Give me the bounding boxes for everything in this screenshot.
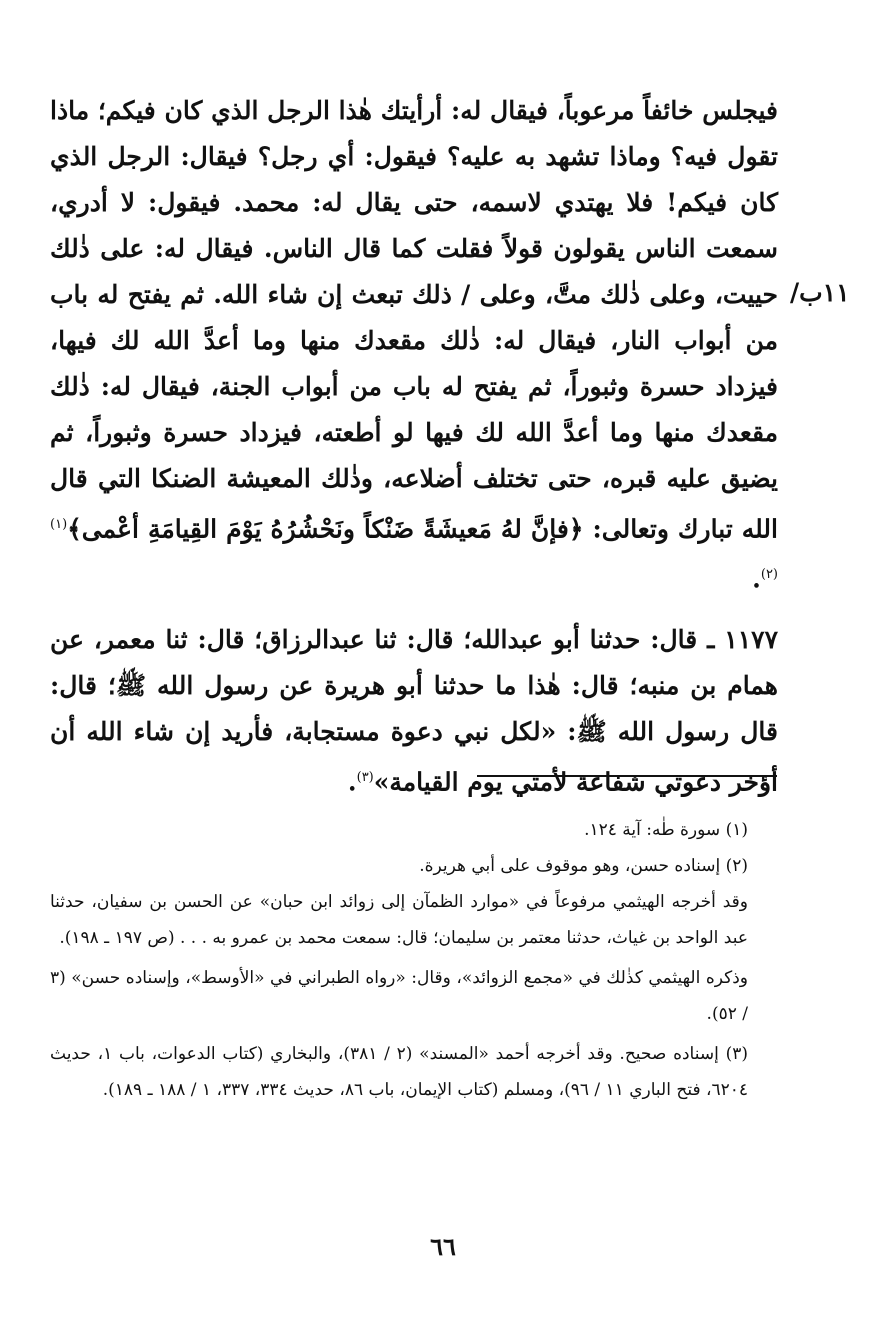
footnote-ref-3[interactable]: (٣) bbox=[356, 769, 374, 785]
footnote-3: (٣) إسناده صحيح. وقد أخرجه أحمد «المسند» (٢ / ٣٨١)، والبخاري (كتاب الدعوات، باب ١، حديث ٦٢٠٤، فتح الباري ١١ / ٩٦)، ومسلم (كتاب الإيمان، باب ٨٦، حديث ٣٣٤، ٣٣٧، ١ / ١٨٨ ـ ١٨٩). bbox=[50, 1044, 749, 1100]
page-number: ٦٦ bbox=[430, 1232, 456, 1261]
footnotes bbox=[50, 812, 778, 1108]
footnote-1: (١) سورة طٰه: آية ١٢٤. bbox=[584, 820, 748, 840]
paragraph-hadith-1177: ١١٧٧ ـ قال: حدثنا أبو عبدالله؛ قال: ثنا عبدالرزاق؛ قال: ثنا معمر، عن همام بن منبه؛ قال: هٰذا ما حدثنا أبو هريرة عن رسول الله ﷺ؛ قال: قال رسول الله ﷺ: «لكل نبي دعوة مستجابة، فأريد إن شاء الله أن أؤخر دعوتي شفاعة لأمتي يوم القيامة»$^{(٣)}$. bbox=[50, 624, 778, 796]
manuscript-folio-marker: ١١ب/ bbox=[790, 278, 850, 307]
footnote-2: (٢) إسناده حسن، وهو موقوف على أبي هريرة. bbox=[419, 856, 748, 876]
footnote-2-continuation-2: وذكره الهيثمي كذٰلك في «مجمع الزوائد»، وقال: «رواه الطبراني في «الأوسط»، وإسناده حسن» (٣ / ٥٢). bbox=[50, 968, 748, 1024]
paragraph-1: فيجلس خائفاً مرعوباً، فيقال له: أرأيتك هٰذا الرجل الذي كان فيكم؛ ماذا تقول فيه؟ وماذا تشهد به عليه؟ فيقول: أي رجل؟ فيقال: الرجل الذي كان فيكم! فلا يهتدي لاسمه، حتى يقال له: محمد. فيقول: لا أدري، سمعت الناس يقولون قولاً فقلت كما قال الناس. فيقال له: على ذٰلك حييت، وعلى ذٰلك متَّ، وعلى / ذلك تبعث إن شاء الله. ثم يفتح له باب من أبواب النار، فيقال له: ذٰلك مقعدك منها وما أعدَّ الله لك فيها، فيزداد حسرة وثبوراً، ثم يفتح له باب من أبواب الجنة، فيقال له: ذٰلك مقعدك منها وما أعدَّ الله لك فيها لو أطعته، فيزداد حسرة وثبوراً، ثم يضيق عليه قبره، حتى تختلف أضلاعه، وذٰلك المعيشة الضنكا التي قال الله تبارك وتعالى: ﴿فإنَّ لهُ مَعيشَةً ضَنْكاً ونَحْشُرُهُ يَوْمَ القِيامَةِ أعْمى﴾$^{(١)(٢)}$. bbox=[50, 96, 778, 594]
main-text bbox=[50, 88, 778, 805]
footnote-ref-1-2[interactable]: (١)(٢) bbox=[50, 517, 778, 583]
footnote-separator bbox=[477, 775, 777, 777]
paragraph-1-text: فيجلس خائفاً مرعوباً، فيقال له: أرأيتك هٰذا الرجل الذي كان فيكم؛ ماذا تقول فيه؟ وماذا تشهد به عليه؟ فيقول: أي رجل؟ فيقال: الرجل الذي كان فيكم! فلا يهتدي لاسمه، حتى يقال له: محمد. فيقول: لا أدري، سمعت الناس يقولون قولاً فقلت كما قال الناس. فيقال له: على ذٰلك حييت، وعلى ذٰلك متَّ، وعلى / ذلك تبعث إن شاء الله. ثم يفتح له باب من أبواب النار، فيقال له: ذٰلك مقعدك منها وما أعدَّ الله لك فيها، فيزداد حسرة وثبوراً، ثم يفتح له باب من أبواب الجنة، فيقال له: ذٰلك مقعدك منها وما أعدَّ الله لك فيها لو أطعته، فيزداد حسرة وثبوراً، ثم يضيق عليه قبره، حتى تختلف أضلاعه، وذٰلك المعيشة الضنكا التي قال الله تبارك وتعالى: ﴿فإنَّ لهُ مَعيشَةً ضَنْكاً ونَحْشُرُهُ يَوْمَ القِيامَةِ أعْمى﴾ bbox=[50, 96, 778, 544]
footnote-2-continuation-1: وقد أخرجه الهيثمي مرفوعاً في «موارد الظمآن إلى زوائد ابن حبان» عن الحسن بن سفيان، حدثنا عبد الواحد بن غياث، حدثنا معتمر بن سليمان؛ قال: سمعت محمد بن عمرو به . . . (ص ١٩٧ ـ ١٩٨). bbox=[50, 892, 748, 948]
paragraph-2-text: ١١٧٧ ـ قال: حدثنا أبو عبدالله؛ قال: ثنا عبدالرزاق؛ قال: ثنا معمر، عن همام بن منبه؛ قال: هٰذا ما حدثنا أبو هريرة عن رسول الله ﷺ؛ قال: قال رسول الله ﷺ: «لكل نبي دعوة مستجابة، فأريد إن شاء الله أن أؤخر دعوتي شفاعة لأمتي يوم القيامة» bbox=[50, 624, 778, 796]
